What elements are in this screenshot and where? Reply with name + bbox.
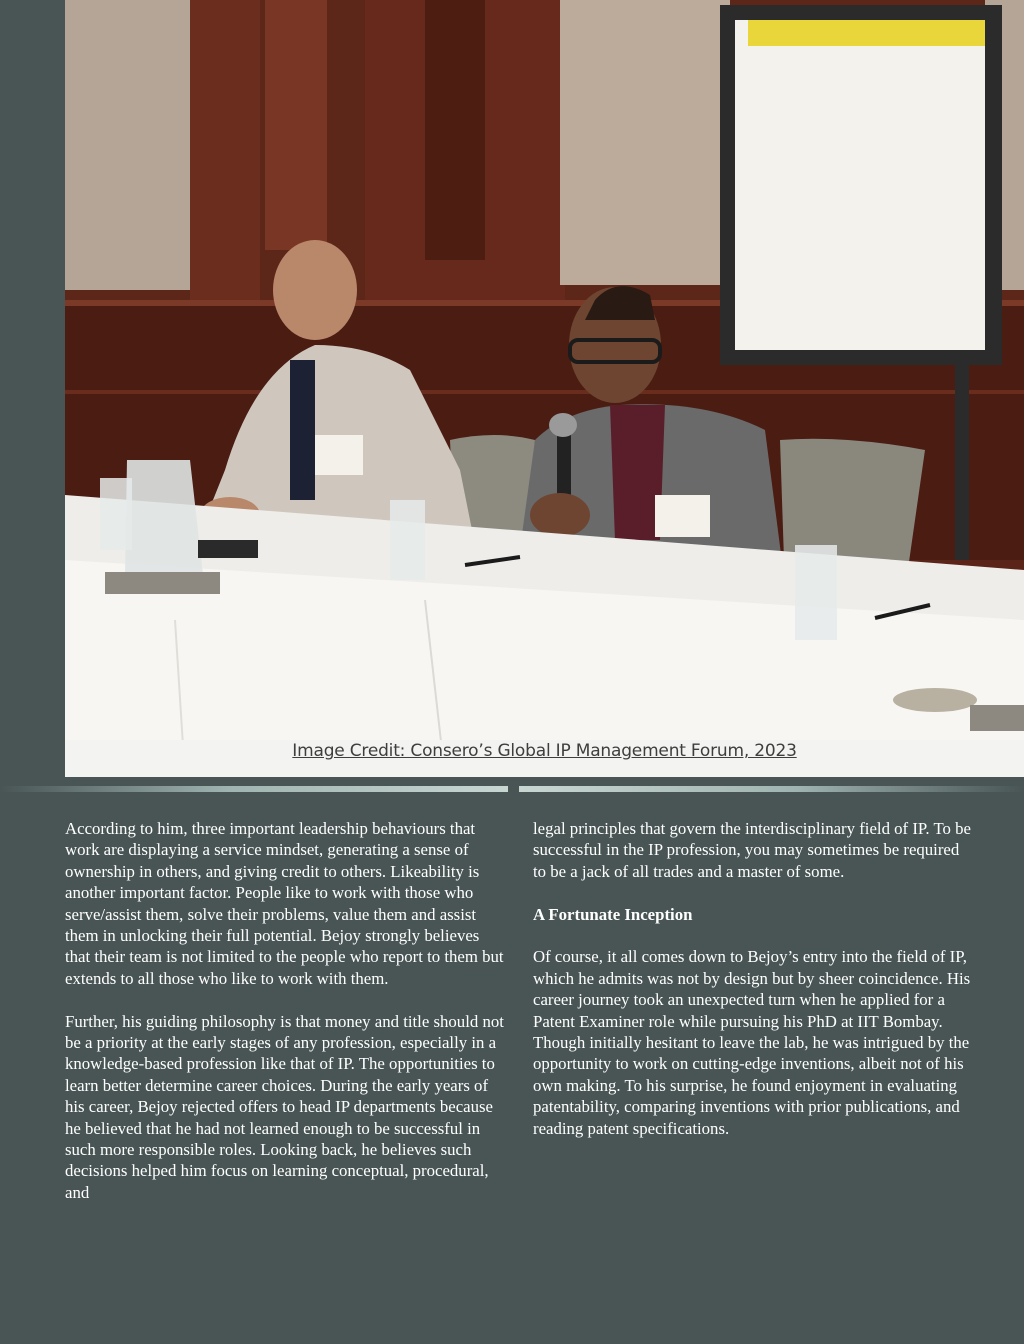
photo-caption: Image Credit: Consero’s Global IP Management Forum, 2023 — [292, 741, 797, 761]
paragraph-inception: Of course, it all comes down to Bejoy’s entry into the field of IP, which he admits was not by design but by sheer coincidence. His career journey took an unexpected turn when he applied for a Patent Examiner role while pursuing his PhD at IIT Bombay. Though initially hesitant to leave the lab, he was intrigued by the opportunity to work on cutting-edge inventions, albeit not of his own making. To his surprise, he found enjoyment in evaluating patentability, comparing inventions with prior publications, and reading patent specifications. — [533, 947, 971, 1138]
paragraph-philosophy: Further, his guiding philosophy is that money and title should not be a priority at the early stages of any profession, especially in a knowledge-based profession like that of IP. The opportunities to learn better determine career choices. During the early years of his career, Bejoy rejected offers to head IP departments because he believed that he had not learned enough to be successful in such more responsible roles. Looking back, he believes such decisions helped him focus on learning conceptual, procedural, and — [65, 1011, 504, 1202]
article-column-right — [533, 818, 973, 1160]
section-heading: A Fortunate Inception — [533, 904, 693, 924]
article-column-left — [65, 818, 505, 1225]
divider-left — [0, 786, 508, 792]
divider-right — [519, 786, 1024, 792]
paragraph-legal-principles: legal principles that govern the interdisciplinary field of IP. To be successful in the IP profession, you may sometimes be required to be a jack of all trades and a master of some. — [533, 819, 971, 881]
article-photo — [65, 0, 1024, 777]
conference-panel-illustration — [65, 0, 1024, 777]
paragraph-leadership: According to him, three important leadership behaviours that work are displaying a service mindset, generating a sense of ownership in others, and giving credit to others. Likeability is another important factor. People like to work with those who serve/assist them, solve their problems, value them and assist them in unlocking their full potential. Bejoy strongly believes that their team is not limited to the people who report to them but extends to all those who like to work with them. — [65, 819, 504, 988]
